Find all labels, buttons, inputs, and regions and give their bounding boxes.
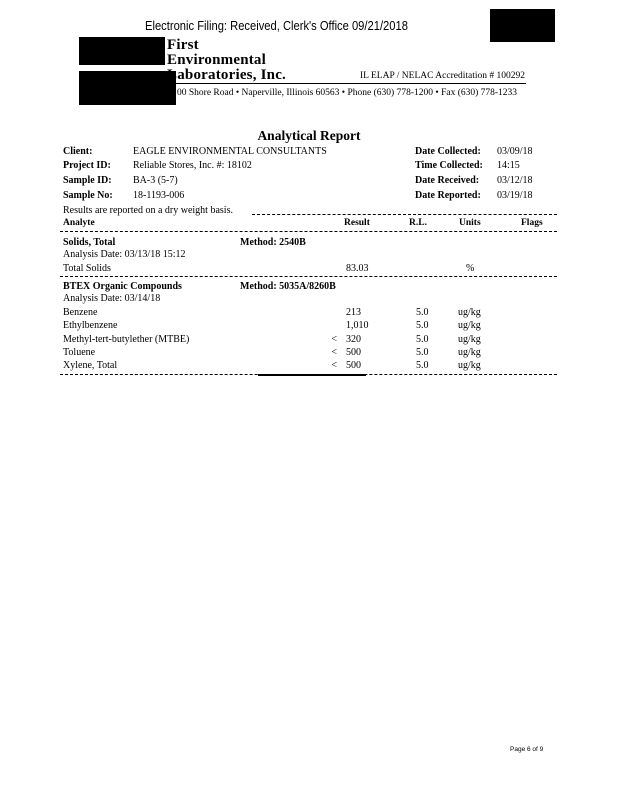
time-collected-label: Time Collected:	[415, 160, 483, 171]
section-name: BTEX Organic Compounds	[63, 281, 182, 292]
result-value: 500	[346, 347, 361, 358]
time-collected-value: 14:15	[497, 160, 520, 171]
sample-no-label: Sample No:	[63, 190, 113, 201]
units-value: %	[466, 263, 475, 274]
rl-value: 5.0	[416, 320, 429, 331]
lab-name-line2: Environmental	[167, 52, 267, 68]
units-value: ug/kg	[458, 320, 481, 331]
lab-address: 00 Shore Road • Naperville, Illinois 60563 • Phone (630) 778-1200 • Fax (630) 778-1233	[177, 88, 518, 98]
analyte-name: Xylene, Total	[63, 360, 118, 371]
table-bottom-solid-rule	[258, 374, 366, 376]
table-top-rule	[252, 214, 557, 215]
redaction-box-address	[79, 71, 176, 105]
report-title: Analytical Report	[257, 128, 361, 143]
accreditation-text: IL ELAP / NELAC Accreditation # 100292	[360, 71, 525, 81]
header-rule	[170, 83, 526, 84]
filing-stamp: Electronic Filing: Received, Clerk's Office 09/21/2018	[145, 18, 408, 33]
result-value: 213	[346, 307, 361, 318]
date-received-value: 03/12/18	[497, 175, 533, 186]
basis-note: Results are reported on a dry weight basis.	[63, 205, 233, 216]
col-units: Units	[459, 218, 481, 228]
col-rl: R.L.	[409, 218, 427, 228]
units-value: ug/kg	[458, 360, 481, 371]
result-qualifier: <	[331, 334, 337, 345]
rl-value: 5.0	[416, 307, 429, 318]
analyte-name: Methyl-tert-butylether (MTBE)	[63, 334, 190, 345]
col-flags: Flags	[521, 218, 543, 228]
project-id-label: Project ID:	[63, 160, 111, 171]
header-bottom-rule	[60, 231, 557, 232]
rl-value: 5.0	[416, 334, 429, 345]
lab-name-line3: Laboratories, Inc.	[167, 67, 287, 83]
result-value: 320	[346, 334, 361, 345]
units-value: ug/kg	[458, 347, 481, 358]
result-value: 83.03	[346, 263, 369, 274]
analyte-name: Ethylbenzene	[63, 320, 118, 331]
redaction-box-top-right	[490, 9, 555, 42]
lab-name-line1: First	[167, 37, 199, 53]
page-number: Page 6 of 9	[510, 746, 544, 753]
analyte-name: Benzene	[63, 307, 98, 318]
analysis-date: Analysis Date: 03/14/18	[63, 293, 161, 304]
date-reported-value: 03/19/18	[497, 190, 533, 201]
project-id-value: Reliable Stores, Inc. #: 18102	[133, 160, 252, 171]
sample-no-value: 18-1193-006	[133, 190, 185, 201]
analysis-date: Analysis Date: 03/13/18 15:12	[63, 249, 186, 260]
section-method: Method: 5035A/8260B	[240, 281, 336, 292]
analyte-name: Total Solids	[63, 263, 111, 274]
client-value: EAGLE ENVIRONMENTAL CONSULTANTS	[133, 146, 327, 157]
date-received-label: Date Received:	[415, 175, 480, 186]
rl-value: 5.0	[416, 360, 429, 371]
client-label: Client:	[63, 146, 93, 157]
section-method: Method: 2540B	[240, 237, 306, 248]
section-rule	[60, 276, 557, 277]
result-qualifier: <	[331, 347, 337, 358]
date-collected-label: Date Collected:	[415, 146, 481, 157]
sample-id-label: Sample ID:	[63, 175, 112, 186]
date-reported-label: Date Reported:	[415, 190, 481, 201]
redaction-box-logo	[79, 37, 165, 65]
rl-value: 5.0	[416, 347, 429, 358]
analyte-name: Toluene	[63, 347, 96, 358]
units-value: ug/kg	[458, 307, 481, 318]
col-result: Result	[344, 218, 370, 228]
date-collected-value: 03/09/18	[497, 146, 533, 157]
units-value: ug/kg	[458, 334, 481, 345]
result-value: 500	[346, 360, 361, 371]
result-value: 1,010	[346, 320, 369, 331]
sample-id-value: BA-3 (5-7)	[133, 175, 178, 186]
section-name: Solids, Total	[63, 237, 116, 248]
col-analyte: Analyte	[63, 218, 95, 228]
result-qualifier: <	[331, 360, 337, 371]
